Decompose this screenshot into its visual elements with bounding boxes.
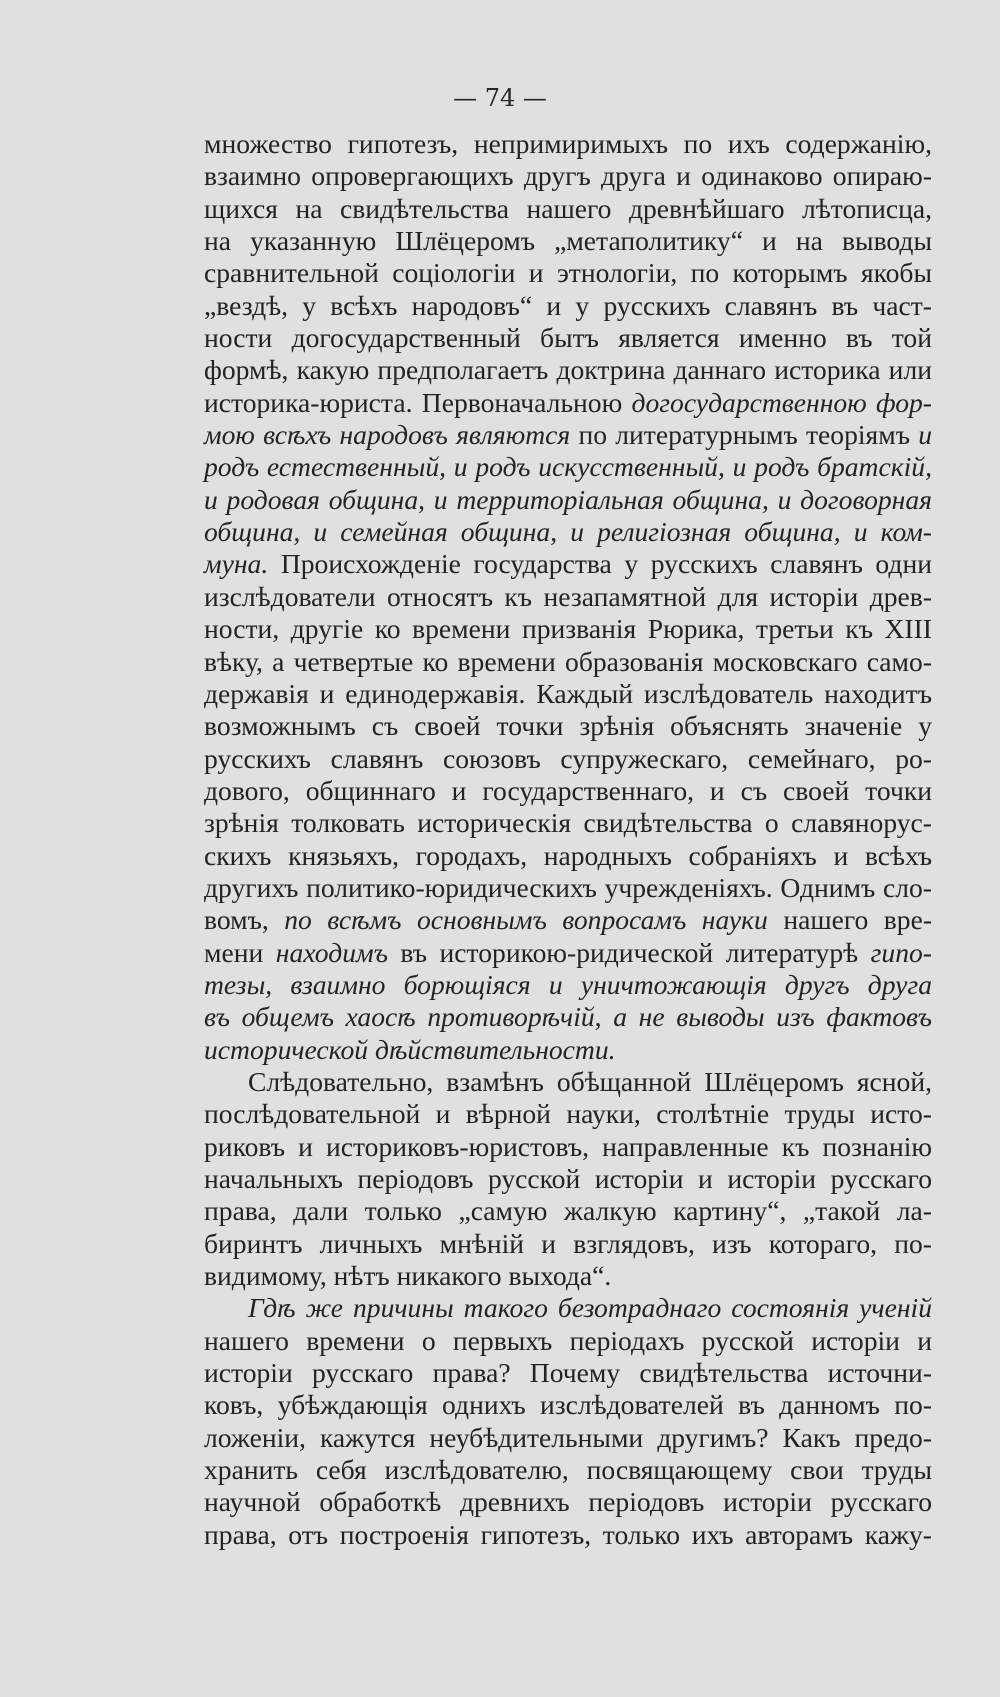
- text-line: [204, 1260, 932, 1292]
- italic-text-segment: тезы, взаимно борющіяся и уничтожающія другъ друга: [204, 968, 932, 1000]
- text-line: [204, 646, 932, 678]
- body-text: [204, 128, 932, 1551]
- text-line: [204, 904, 932, 936]
- text-line: [204, 1131, 932, 1163]
- italic-text-segment: по всѣмъ основнымъ вопросамъ науки: [284, 904, 768, 936]
- text-segment: хранить себя изслѣдователю, посвящающему свои труды: [204, 1454, 932, 1486]
- text-line: [204, 969, 932, 1001]
- text-segment: ности, другіе ко времени призванія Рюрика, третьи къ XIII: [204, 613, 932, 645]
- text-segment: дового, общиннаго и государственнаго, и съ своей точки: [204, 774, 932, 806]
- text-line: [204, 1292, 932, 1324]
- text-segment: ности догосударственный бытъ является именно въ той: [204, 322, 932, 354]
- text-segment: вомъ,: [204, 904, 285, 936]
- text-line: [204, 516, 932, 548]
- text-line: [204, 1454, 932, 1486]
- text-segment: исторіи русскаго права? Почему свидѣтельства источни-: [204, 1357, 932, 1389]
- text-line: [204, 1034, 932, 1066]
- text-line: [204, 678, 932, 710]
- italic-text-segment: мою всѣхъ народовъ являются: [204, 419, 571, 451]
- italic-text-segment: община, и семейная община, и религіозная община, и ком-: [204, 516, 932, 548]
- text-line: [204, 775, 932, 807]
- text-segment: нашего вре-: [767, 904, 933, 936]
- text-line: [204, 581, 932, 613]
- italic-text-segment: и: [918, 419, 932, 451]
- text-segment: права, дали только „самую жалкую картину“, „такой ла-: [204, 1195, 932, 1227]
- text-line: [204, 1519, 932, 1551]
- text-segment: щихся на свидѣтельства нашего древнѣйшаго лѣтописца,: [204, 192, 932, 224]
- text-line: [204, 743, 932, 775]
- text-segment: зрѣнія толковать историческія свидѣтельства о славянорус-: [204, 807, 932, 839]
- text-line: [204, 451, 932, 483]
- text-segment: историка-юриста. Первоначальною: [204, 386, 632, 418]
- text-line: [204, 484, 932, 516]
- text-segment: возможнымъ съ своей точки зрѣнія объяснять значеніе у: [204, 710, 932, 742]
- italic-text-segment: гипо-: [870, 936, 932, 968]
- italic-text-segment: въ общемъ хаосѣ противорѣчій, а не выводы изъ фактовъ: [204, 1001, 932, 1033]
- text-line: [204, 1066, 932, 1098]
- text-line: [204, 710, 932, 742]
- text-line: [204, 872, 932, 904]
- text-segment: мени: [204, 936, 276, 968]
- text-line: [204, 1001, 932, 1033]
- text-line: [204, 128, 932, 160]
- italic-text-segment: догосударственною фор-: [631, 386, 932, 418]
- text-line: [204, 354, 932, 386]
- text-line: [204, 1163, 932, 1195]
- page-number: — 74 —: [453, 84, 547, 112]
- text-segment: формѣ, какую предполагаетъ доктрина даннаго историка или: [204, 354, 932, 386]
- text-segment: множество гипотезъ, непримиримыхъ по ихъ содержанію,: [204, 128, 932, 159]
- text-segment: скихъ князьяхъ, городахъ, народныхъ собраніяхъ и всѣхъ: [204, 839, 932, 871]
- text-line: [204, 1195, 932, 1227]
- text-segment: державія и единодержавія. Каждый изслѣдователь находитъ: [204, 677, 932, 709]
- italic-text-segment: находимъ: [275, 936, 388, 968]
- text-line: [204, 225, 932, 257]
- text-segment: научной обработкѣ древнихъ періодовъ исторіи русскаго: [204, 1486, 932, 1518]
- text-line: [204, 1357, 932, 1389]
- text-segment: права, отъ построенія гипотезъ, только ихъ авторамъ кажу-: [204, 1518, 932, 1550]
- text-line: [204, 160, 932, 192]
- text-line: [204, 613, 932, 645]
- italic-text-segment: муна.: [204, 548, 269, 580]
- text-line: [204, 322, 932, 354]
- text-line: [204, 1422, 932, 1454]
- text-segment: риковъ и историковъ-юристовъ, направленные къ познанію: [204, 1130, 932, 1162]
- text-line: [204, 193, 932, 225]
- italic-text-segment: и родовая община, и территоріальная община, и договорная: [204, 483, 932, 515]
- text-segment: въ историкою-ридической литературѣ: [387, 936, 871, 968]
- text-line: [204, 1389, 932, 1421]
- text-segment: нашего времени о первыхъ періодахъ русской исторіи и: [204, 1324, 932, 1356]
- italic-text-segment: Гдѣ же причины такого безотраднаго состоянія ученій: [248, 1292, 932, 1324]
- text-line: [204, 937, 932, 969]
- text-segment: вѣку, а четвертые ко времени образованія московскаго само-: [204, 645, 932, 677]
- text-line: [204, 1486, 932, 1518]
- text-segment: другихъ политико-юридическихъ учрежденіяхъ. Однимъ сло-: [204, 871, 932, 903]
- text-line: [204, 807, 932, 839]
- text-segment: по литературнымъ теоріямъ: [570, 419, 919, 451]
- text-segment: ложеніи, кажутся неубѣдительными другимъ? Какъ предо-: [204, 1421, 932, 1453]
- text-segment: взаимно опровергающихъ другъ друга и одинаково опираю-: [204, 160, 932, 192]
- text-line: [204, 257, 932, 289]
- text-line: [204, 1098, 932, 1130]
- italic-text-segment: исторической дѣйствительности.: [204, 1033, 616, 1065]
- text-segment: послѣдовательной и вѣрной науки, столѣтніе труды исто-: [204, 1098, 932, 1130]
- text-segment: изслѣдователи относятъ къ незапамятной для исторіи древ-: [204, 580, 932, 612]
- text-line: [204, 1228, 932, 1260]
- text-segment: русскихъ славянъ союзовъ супружескаго, семейнаго, ро-: [204, 742, 932, 774]
- text-segment: начальныхъ періодовъ русской исторіи и исторіи русскаго: [204, 1163, 932, 1194]
- text-segment: биринтъ личныхъ мнѣній и взглядовъ, изъ котораго, по-: [204, 1227, 932, 1259]
- text-line: [204, 548, 932, 580]
- text-segment: Происхожденіе государства у русскихъ славянъ одни: [268, 548, 932, 580]
- text-segment: „вездѣ, у всѣхъ народовъ“ и у русскихъ славянъ въ част-: [204, 289, 932, 321]
- text-line: [204, 387, 932, 419]
- text-segment: на указанную Шлёцеромъ „метаполитику“ и на выводы: [204, 225, 932, 257]
- text-line: [204, 290, 932, 322]
- text-segment: Слѣдовательно, взамѣнъ обѣщанной Шлёцеромъ ясной,: [248, 1065, 932, 1097]
- text-segment: ковъ, убѣждающія однихъ изслѣдователей въ данномъ по-: [204, 1389, 932, 1421]
- text-line: [204, 1325, 932, 1357]
- text-segment: видимому, нѣтъ никакого выхода“.: [204, 1260, 612, 1292]
- text-line: [204, 840, 932, 872]
- text-line: [204, 419, 932, 451]
- italic-text-segment: родъ естественный, и родъ искусственный, и родъ братскій,: [204, 451, 932, 483]
- text-segment: сравнительной соціологіи и этнологіи, по которымъ якобы: [204, 257, 932, 289]
